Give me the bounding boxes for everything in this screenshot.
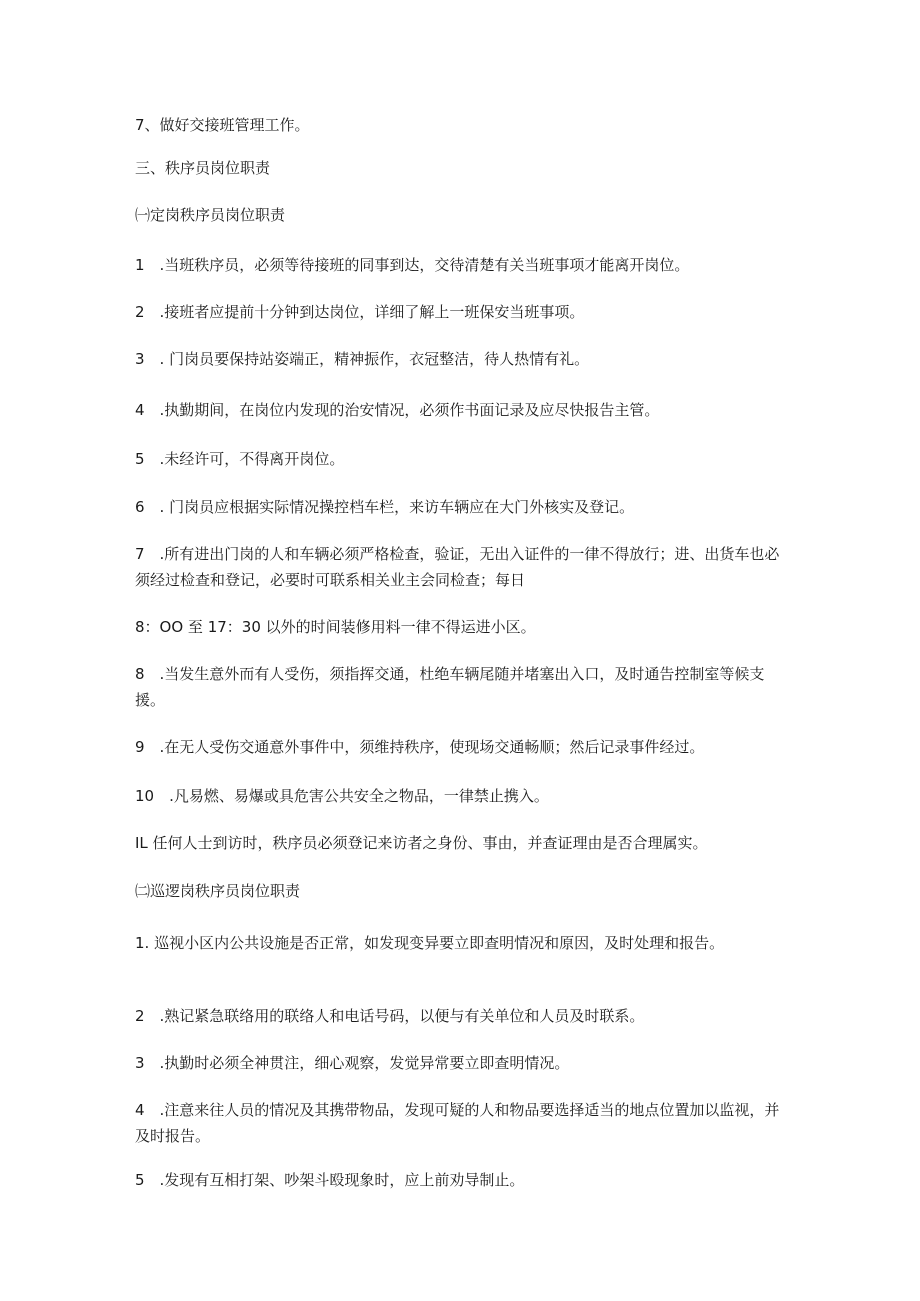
subsection-heading: ㈠定岗秩序员岗位职责	[135, 206, 286, 224]
list-item: 10 .凡易燃、易爆或具危害公共安全之物品，一律禁止携入。	[135, 787, 549, 805]
paragraph-handover: 7、做好交接班管理工作。	[135, 116, 310, 134]
list-item: 5 .发现有互相打架、吵架斗殴现象时，应上前劝导制止。	[135, 1171, 525, 1189]
list-item: 1. 巡视小区内公共设施是否正常，如发现变异要立即查明情况和原因，及时处理和报告。	[135, 934, 725, 952]
list-item: 4 .注意来往人员的情况及其携带物品，发现可疑的人和物品要选择适当的地点位置加以监视，并及时报告。	[135, 1101, 780, 1145]
list-item: 8 .当发生意外而有人受伤，须指挥交通，杜绝车辆尾随并堵塞出入口，及时通告控制室等候支援。	[135, 665, 765, 709]
list-item: IL 任何人士到访时，秩序员必须登记来访者之身份、事由，并查证理由是否合理属实。	[135, 834, 708, 852]
list-item: 2 .接班者应提前十分钟到达岗位，详细了解上一班保安当班事项。	[135, 303, 585, 321]
list-item: 3 . 门岗员要保持站姿端正，精神振作，衣冠整洁，待人热情有礼。	[135, 350, 590, 368]
list-item: 1 .当班秩序员，必须等待接班的同事到达，交待清楚有关当班事项才能离开岗位。	[135, 256, 690, 274]
list-item: 2 .熟记紧急联络用的联络人和电话号码，以便与有关单位和人员及时联系。	[135, 1007, 645, 1025]
list-item: 5 .未经许可，不得离开岗位。	[135, 450, 345, 468]
list-item: 6 . 门岗员应根据实际情况操控档车栏，来访车辆应在大门外核实及登记。	[135, 498, 635, 516]
subsection-heading: ㈡巡逻岗秩序员岗位职责	[135, 882, 301, 900]
list-item: 9 .在无人受伤交通意外事件中，须维持秩序，使现场交通畅顺；然后记录事件经过。	[135, 738, 705, 756]
list-item: 4 .执勤期间，在岗位内发现的治安情况，必须作书面记录及应尽快报告主管。	[135, 401, 660, 419]
list-item-continuation: 8：OO 至 17：30 以外的时间装修用料一律不得运进小区。	[135, 618, 536, 636]
list-item: 3 .执勤时必须全神贯注，细心观察，发觉异常要立即查明情况。	[135, 1054, 570, 1072]
list-item: 7 .所有进出门岗的人和车辆必须严格检查，验证，无出入证件的一律不得放行；进、出货车也必须经过检查和登记，必要时可联系相关业主会同检查；每日	[135, 545, 780, 589]
section-heading: 三、秩序员岗位职责	[135, 159, 271, 177]
